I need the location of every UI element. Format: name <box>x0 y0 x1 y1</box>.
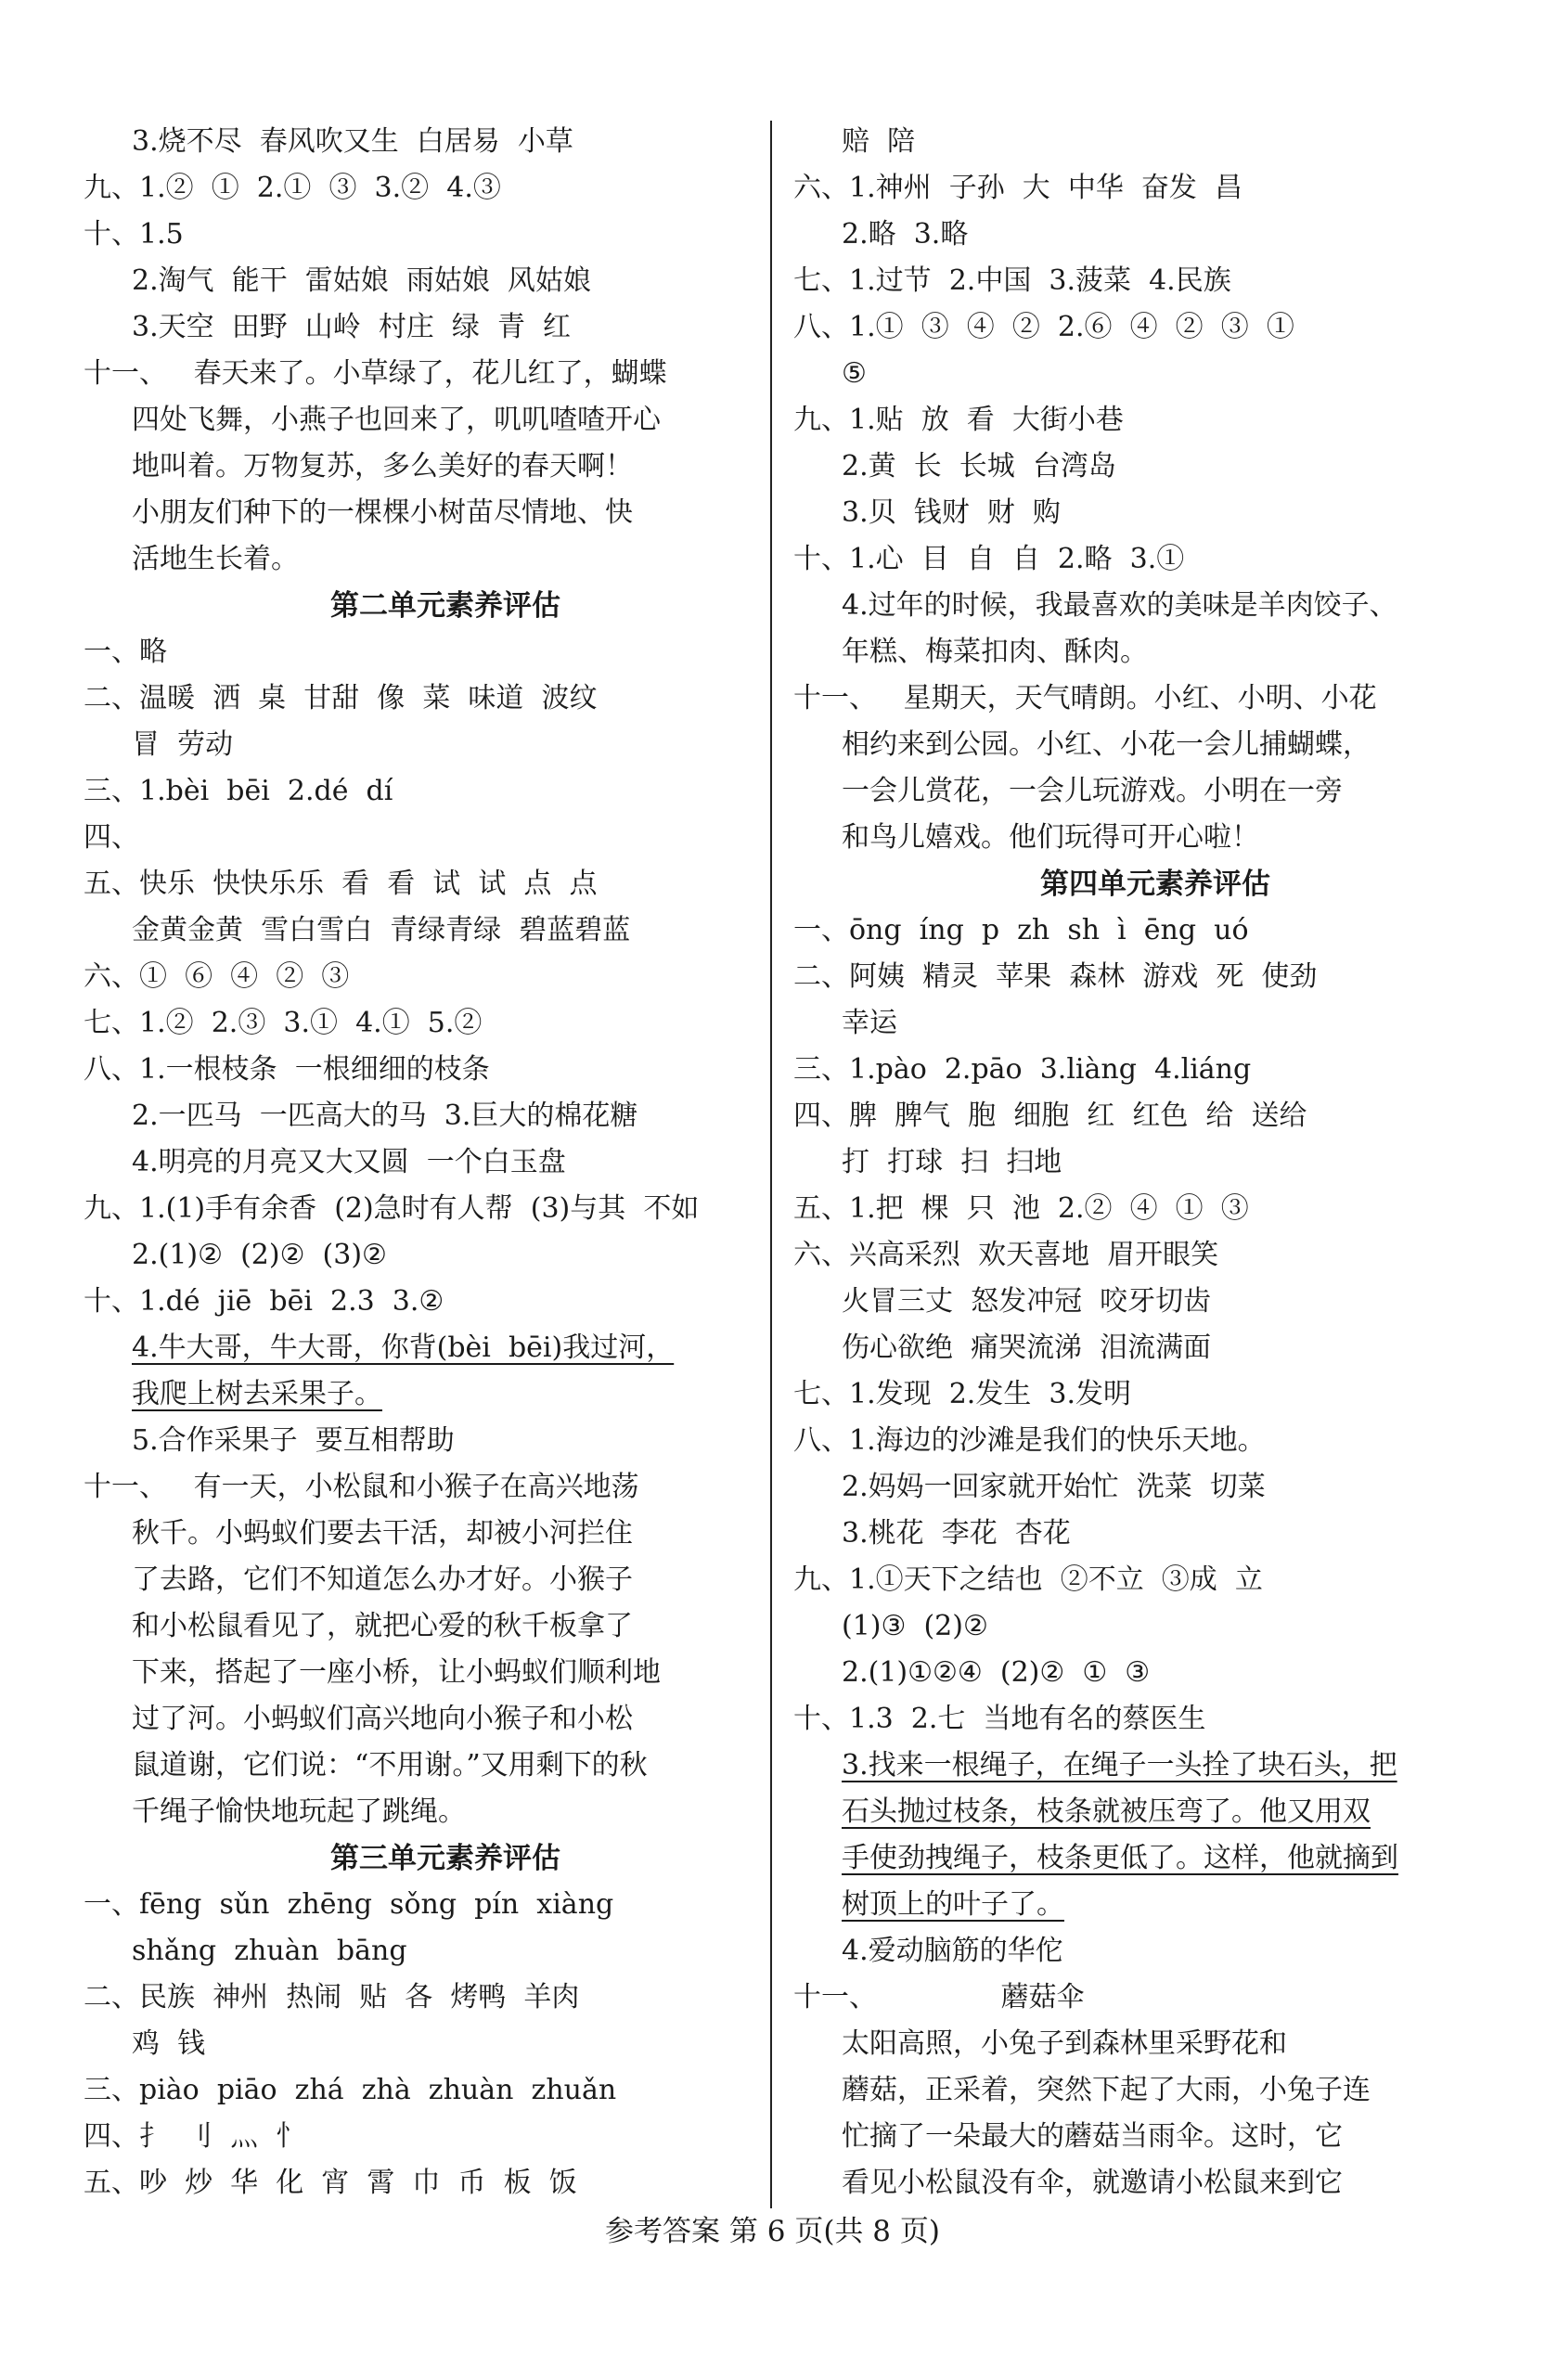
answer-line: 一会儿赏花，一会儿玩游戏。小明在一旁 <box>842 775 1343 807</box>
answer-line: 一、略 <box>84 636 167 668</box>
answer-line: 十、1.5 <box>84 218 184 251</box>
answer-line: 3.烧不尽 春风吹又生 白居易 小草 <box>132 125 573 158</box>
answer-line: 打 打球 扫 扫地 <box>842 1146 1062 1178</box>
answer-line: 九、1.(1)手有余香 (2)急时有人帮 (3)与其 不如 <box>84 1192 700 1225</box>
answer-line: 五、吵 炒 华 化 宵 霄 巾 币 板 饭 <box>84 2167 577 2199</box>
answer-line: 九、1.② ① 2.① ③ 3.② 4.③ <box>84 172 501 204</box>
answer-line: 4.爱动脑筋的华佗 <box>842 1935 1063 1967</box>
answer-line: 2.略 3.略 <box>842 218 969 251</box>
answer-line: 十一、 春天来了。小草绿了，花儿红了，蝴蝶 <box>84 357 667 390</box>
section-heading: 第四单元素养评估 <box>1040 868 1270 901</box>
answer-line: 活地生长着。 <box>132 543 299 575</box>
answer-line: 了去路，它们不知道怎么办才好。小猴子 <box>132 1563 633 1596</box>
answer-line: 十一、 星期天，天气晴朗。小红、小明、小花 <box>793 682 1377 714</box>
answer-line: 九、1.贴 放 看 大街小巷 <box>793 404 1124 436</box>
answer-line: 七、1.过节 2.中国 3.菠菜 4.民族 <box>793 264 1231 297</box>
answer-line: 下来，搭起了一座小桥，让小蚂蚁们顺利地 <box>132 1656 661 1689</box>
answer-line: 2.一匹马 一匹高大的马 3.巨大的棉花糖 <box>132 1100 638 1132</box>
answer-line: 小朋友们种下的一棵棵小树苗尽情地、快 <box>132 496 633 529</box>
answer-line: 金黄金黄 雪白雪白 青绿青绿 碧蓝碧蓝 <box>132 914 631 946</box>
answer-line: 火冒三丈 怒发冲冠 咬牙切齿 <box>842 1285 1212 1318</box>
answer-line: 四、 <box>84 821 139 854</box>
answer-line: 年糕、梅菜扣肉、酥肉。 <box>842 636 1148 668</box>
answer-line: 4.过年的时候，我最喜欢的美味是羊肉饺子、 <box>842 589 1397 622</box>
answer-line: ⑤ <box>842 357 867 390</box>
answer-line: 鸡 钱 <box>132 2027 206 2060</box>
answer-line: 五、1.把 棵 只 池 2.② ④ ① ③ <box>793 1192 1249 1225</box>
answer-line: 3.找来一根绳子，在绳子一头拴了块石头，把 <box>842 1749 1397 1782</box>
answer-line: 赔 陪 <box>842 125 916 158</box>
answer-line: 三、piào piāo zhá zhà zhuàn zhuǎn <box>84 2074 617 2106</box>
answer-line: 秋千。小蚂蚁们要去干活，却被小河拦住 <box>132 1517 633 1550</box>
page-footer: 参考答案 第 6 页(共 8 页) <box>605 2215 940 2248</box>
answer-line: 太阳高照，小兔子到森林里采野花和 <box>842 2027 1287 2060</box>
answer-line: 2.淘气 能干 雷姑娘 雨姑娘 风姑娘 <box>132 264 591 297</box>
answer-line: 六、1.神州 子孙 大 中华 奋发 昌 <box>793 172 1242 204</box>
column-divider <box>770 121 772 2208</box>
answer-line: 忙摘了一朵最大的蘑菇当雨伞。这时，它 <box>842 2120 1343 2153</box>
answer-line: 四、脾 脾气 胞 细胞 红 红色 给 送给 <box>793 1100 1307 1132</box>
answer-line: 八、1.一根枝条 一根细细的枝条 <box>84 1053 490 1086</box>
answer-line: 八、1.海边的沙滩是我们的快乐天地。 <box>793 1424 1266 1457</box>
answer-line: 冒 劳动 <box>132 728 234 761</box>
answer-line: 六、① ⑥ ④ ② ③ <box>84 960 350 993</box>
answer-line: 3.贝 钱财 财 购 <box>842 496 1061 529</box>
answer-line: 2.(1)①②④ (2)② ① ③ <box>842 1656 1151 1689</box>
answer-line: 五、快乐 快快乐乐 看 看 试 试 点 点 <box>84 868 598 900</box>
answer-line: 5.合作采果子 要互相帮助 <box>132 1424 455 1457</box>
answer-line: 二、阿姨 精灵 苹果 森林 游戏 死 使劲 <box>793 960 1318 993</box>
answer-line: 4.牛大哥，牛大哥，你背(bèi bēi)我过河， <box>132 1332 675 1364</box>
answer-line: 七、1.② 2.③ 3.① 4.① 5.② <box>84 1007 483 1039</box>
answer-line: 和鸟儿嬉戏。他们玩得可开心啦！ <box>842 821 1259 854</box>
answer-line: (1)③ (2)② <box>842 1610 988 1642</box>
answer-line: 三、1.pào 2.pāo 3.liàng 4.liáng <box>793 1053 1252 1086</box>
answer-line: 四处飞舞，小燕子也回来了，叽叽喳喳开心 <box>132 404 661 436</box>
answer-line: 我爬上树去采果子。 <box>132 1378 382 1410</box>
answer-line: 二、温暖 洒 桌 甘甜 像 菜 味道 波纹 <box>84 682 598 714</box>
answer-line: shǎng zhuàn bāng <box>132 1935 407 1967</box>
answer-line: 树顶上的叶子了。 <box>842 1888 1064 1921</box>
answer-line: 4.明亮的月亮又大又圆 一个白玉盘 <box>132 1146 566 1178</box>
answer-line: 鼠道谢，它们说：“不用谢。”又用剩下的秋 <box>132 1749 648 1782</box>
section-heading: 第二单元素养评估 <box>330 589 560 623</box>
answer-line: 幸运 <box>842 1007 897 1039</box>
answer-line: 手使劲拽绳子，枝条更低了。这样，他就摘到 <box>842 1842 1398 1874</box>
answer-line: 十、1.3 2.七 当地有名的蔡医生 <box>793 1703 1206 1735</box>
answer-line: 和小松鼠看见了，就把心爱的秋千板拿了 <box>132 1610 633 1642</box>
answer-line: 2.(1)② (2)② (3)② <box>132 1239 387 1271</box>
answer-line: 蘑菇，正采着，突然下起了大雨，小兔子连 <box>842 2074 1371 2106</box>
answer-line: 伤心欲绝 痛哭流涕 泪流满面 <box>842 1332 1212 1364</box>
answer-line: 十、1.dé jiē bēi 2.3 3.② <box>84 1285 444 1318</box>
answer-line: 二、民族 神州 热闹 贴 各 烤鸭 羊肉 <box>84 1981 580 2013</box>
answer-line: 2.黄 长 长城 台湾岛 <box>842 450 1116 482</box>
answer-line: 2.妈妈一回家就开始忙 洗菜 切菜 <box>842 1471 1266 1503</box>
answer-line: 十一、 蘑菇伞 <box>793 1981 1085 2013</box>
answer-line: 四、扌 刂 灬 忄 <box>84 2120 304 2153</box>
answer-line: 十、1.心 目 自 自 2.略 3.① <box>793 543 1185 575</box>
answer-line: 石头抛过枝条，枝条就被压弯了。他又用双 <box>842 1795 1371 1828</box>
answer-line: 相约来到公园。小红、小花一会儿捕蝴蝶， <box>842 728 1371 761</box>
answer-line: 九、1.①天下之结也 ②不立 ③成 立 <box>793 1563 1263 1596</box>
answer-line: 过了河。小蚂蚁们高兴地向小猴子和小松 <box>132 1703 633 1735</box>
section-heading: 第三单元素养评估 <box>330 1842 560 1875</box>
answer-line: 千绳子愉快地玩起了跳绳。 <box>132 1795 466 1828</box>
right-column <box>793 119 1517 2206</box>
left-column <box>84 119 807 2206</box>
answer-line: 看见小松鼠没有伞，就邀请小松鼠来到它 <box>842 2167 1343 2199</box>
answer-line: 三、1.bèi bēi 2.dé dí <box>84 775 393 807</box>
answer-line: 3.天空 田野 山岭 村庄 绿 青 红 <box>132 311 572 343</box>
answer-line: 地叫着。万物复苏，多么美好的春天啊！ <box>132 450 633 482</box>
answer-line: 一、ōng íng p zh sh ì ēng uó <box>793 914 1249 946</box>
answer-line: 八、1.① ③ ④ ② 2.⑥ ④ ② ③ ① <box>793 311 1294 343</box>
answer-line: 一、fēng sǔn zhēng sǒng pín xiàng <box>84 1888 614 1921</box>
answer-line: 十一、 有一天，小松鼠和小猴子在高兴地荡 <box>84 1471 639 1503</box>
answer-line: 七、1.发现 2.发生 3.发明 <box>793 1378 1132 1410</box>
answer-line: 六、兴高采烈 欢天喜地 眉开眼笑 <box>793 1239 1219 1271</box>
answer-line: 3.桃花 李花 杏花 <box>842 1517 1071 1550</box>
